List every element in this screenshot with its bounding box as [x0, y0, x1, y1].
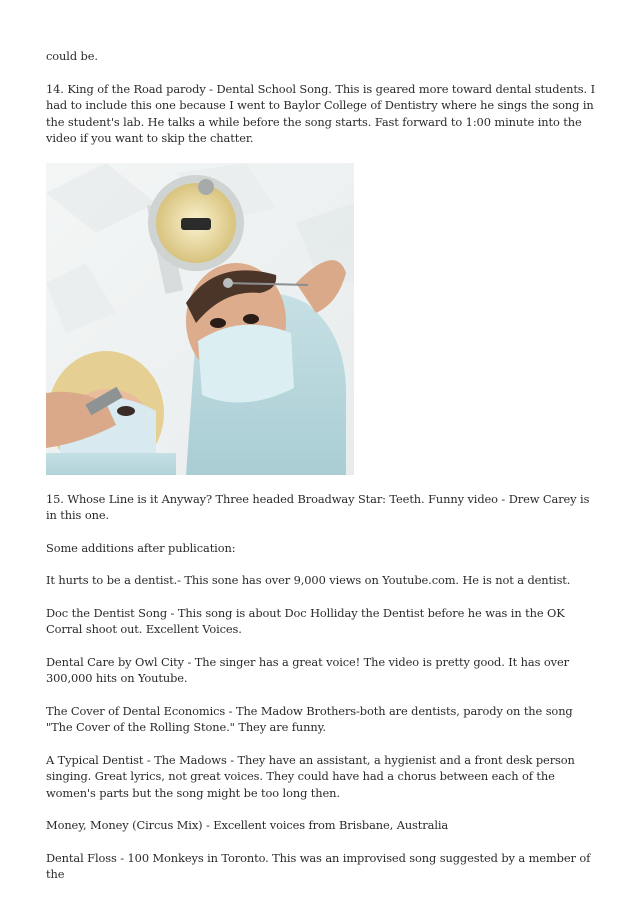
dentist-figure — [186, 260, 346, 475]
document-page — [46, 48, 598, 883]
paragraph-continuation: could be. — [46, 49, 98, 63]
addition-money-money: Money, Money (Circus Mix) - Excellent voices from Brisbane, Australia — [46, 818, 449, 832]
additions-heading: Some additions after publication: — [46, 540, 236, 555]
addition-typical-dentist: A Typical Dentist - The Madows - They have an assistant, a hygienist and a front desk person singing. Great lyrics, not great voices. They could have had a chorus between each of the women's parts but the song might be too long then. — [46, 752, 575, 800]
addition-doc-the-dentist: Doc the Dentist Song - This song is about Doc Holliday the Dentist before he was in the OK Corral shoot out. Excellent Voices. — [46, 605, 565, 636]
addition-dental-care: Dental Care by Owl City - The singer has a great voice! The video is pretty good. It has over 300,000 hits on Youtube. — [46, 654, 569, 685]
addition-it-hurts: It hurts to be a dentist.- This sone has over 9,000 views on Youtube.com. He is not a dentist. — [46, 573, 571, 587]
dentists-photo — [46, 163, 354, 475]
addition-cover-dental-economics: The Cover of Dental Economics - The Madow Brothers-both are dentists, parody on the song "The Cover of the Rolling Stone." They are funny. — [46, 703, 573, 734]
paragraph-item-14: 14. King of the Road parody - Dental School Song. This is geared more toward dental students. I had to include this one because I went to Baylor College of Dentistry where he sings the song in the student's lab. He talks a while before the song starts. Fast forward to 1:00 minute into the video if you want to skip the chatter. — [46, 81, 595, 145]
addition-dental-floss: Dental Floss - 100 Monkeys in Toronto. This was an improvised song suggested by a member of the — [46, 850, 591, 881]
paragraph-item-15: 15. Whose Line is it Anyway? Three headed Broadway Star: Teeth. Funny video - Drew Carey is in this one. — [46, 491, 590, 522]
